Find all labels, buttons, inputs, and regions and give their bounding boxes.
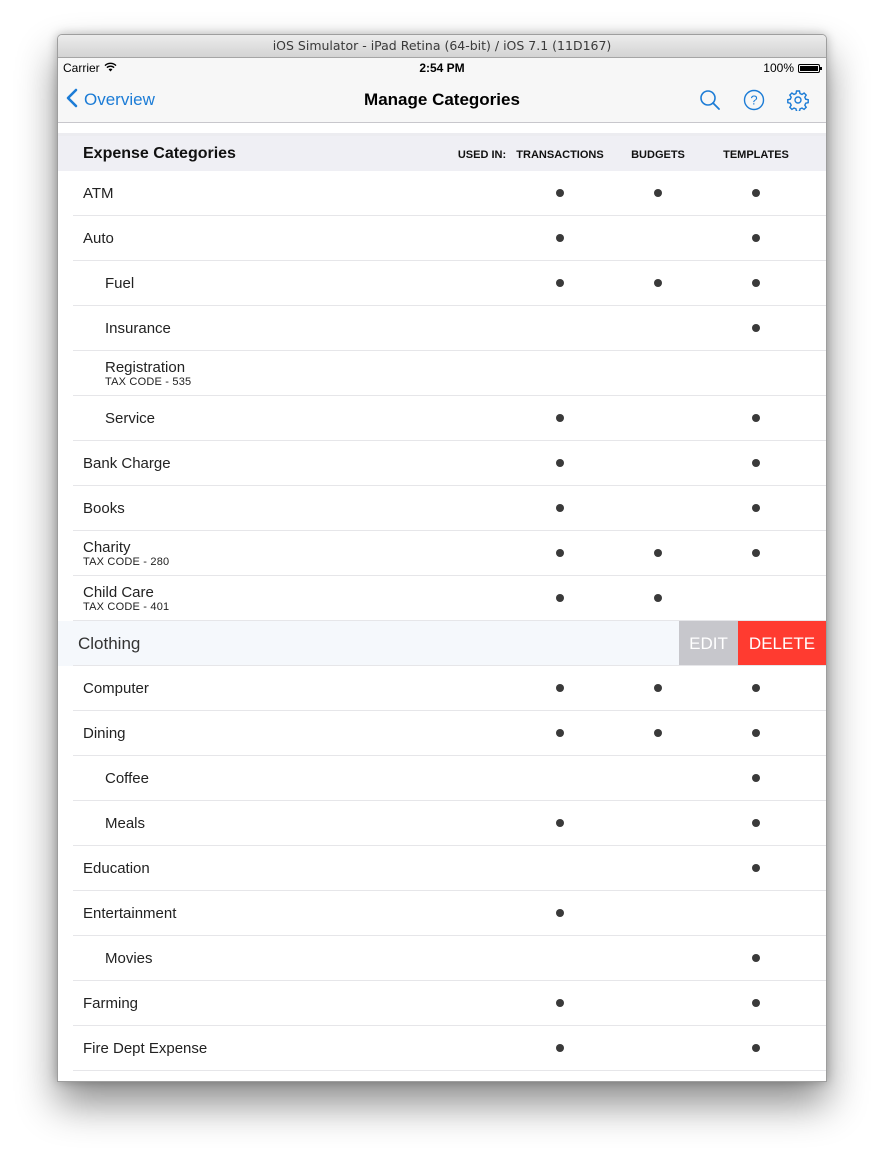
status-battery-group: [763, 58, 820, 78]
used-in-transactions-indicator: [556, 414, 564, 422]
used-in-transactions-indicator: [556, 459, 564, 467]
category-name: Charity: [83, 538, 131, 556]
back-button-label: Overview: [84, 90, 155, 109]
table-row[interactable]: [58, 1026, 826, 1071]
table-row[interactable]: [58, 216, 826, 261]
used-in-templates-indicator: [752, 504, 760, 512]
used-in-templates-indicator: [752, 999, 760, 1007]
row-label-group: [78, 621, 140, 666]
battery-label: 100%: [763, 61, 794, 75]
table-row[interactable]: [58, 441, 826, 486]
used-in-transactions-indicator: [556, 684, 564, 692]
used-in-transactions-indicator: [556, 189, 564, 197]
table-row[interactable]: [58, 351, 826, 396]
search-icon[interactable]: [698, 88, 722, 112]
page-title: Manage Categories: [364, 90, 520, 109]
row-label-group: [83, 576, 169, 621]
help-icon[interactable]: [742, 88, 766, 112]
used-in-transactions-indicator: [556, 279, 564, 287]
row-label-group: [83, 891, 176, 936]
used-in-templates-indicator: [752, 1044, 760, 1052]
category-name: Service: [105, 410, 156, 427]
column-header-budgets: BUDGETS: [631, 149, 685, 161]
row-label-group: [83, 531, 169, 576]
status-time: 2:54 PM: [419, 61, 465, 75]
category-name: ATM: [83, 185, 114, 202]
used-in-budgets-indicator: [654, 549, 662, 557]
nav-actions: [698, 78, 810, 122]
table-row[interactable]: [58, 306, 826, 351]
used-in-templates-indicator: [752, 459, 760, 467]
table-row[interactable]: [58, 576, 826, 621]
used-in-transactions-indicator: [556, 234, 564, 242]
category-name: Registration: [105, 358, 186, 376]
column-header-transactions: TRANSACTIONS: [516, 149, 604, 161]
used-in-transactions-indicator: [556, 729, 564, 737]
row-label-group: [105, 306, 171, 351]
edit-button[interactable]: EDIT: [679, 621, 738, 666]
row-label-group: [83, 441, 171, 486]
used-in-templates-indicator: [752, 864, 760, 872]
tax-code-label: TAX CODE - 280: [83, 555, 170, 568]
used-in-transactions-indicator: [556, 1044, 564, 1052]
used-in-templates-indicator: [752, 414, 760, 422]
battery-icon: [798, 64, 820, 73]
delete-button[interactable]: DELETE: [738, 621, 826, 666]
used-in-transactions-indicator: [556, 549, 564, 557]
table-row[interactable]: [58, 846, 826, 891]
category-name: Education: [83, 860, 150, 877]
row-label-group: [83, 216, 114, 261]
row-label-group: [83, 981, 138, 1026]
column-header-templates: TEMPLATES: [723, 149, 789, 161]
table-row[interactable]: [58, 711, 826, 756]
table-row[interactable]: [58, 936, 826, 981]
table-row[interactable]: [58, 261, 826, 306]
category-name: Auto: [83, 230, 114, 247]
category-name: Dining: [83, 725, 126, 742]
used-in-templates-indicator: [752, 279, 760, 287]
row-label-group: [83, 171, 114, 216]
row-label-group: [105, 261, 134, 306]
used-in-label: USED IN:: [457, 149, 507, 161]
used-in-templates-indicator: [752, 774, 760, 782]
table-row[interactable]: [58, 531, 826, 576]
table-row[interactable]: [58, 396, 826, 441]
tax-code-label: TAX CODE - 401: [83, 600, 170, 613]
category-name: Books: [83, 500, 125, 517]
used-in-budgets-indicator: [654, 279, 662, 287]
status-bar: [58, 58, 826, 78]
window-title: iOS Simulator - iPad Retina (64-bit) / iOS 7.1 (11D167): [58, 35, 826, 58]
category-name: Insurance: [105, 320, 171, 337]
gear-icon[interactable]: [786, 88, 810, 112]
category-name: Clothing: [78, 634, 141, 653]
category-name: Farming: [83, 995, 139, 1012]
row-label-group: [105, 801, 145, 846]
table-row[interactable]: [58, 171, 826, 216]
used-in-budgets-indicator: [654, 684, 662, 692]
table-row[interactable]: [58, 486, 826, 531]
used-in-budgets-indicator: [654, 594, 662, 602]
table-row[interactable]: [58, 891, 826, 936]
used-in-transactions-indicator: [556, 594, 564, 602]
svg-text:?: ?: [750, 92, 758, 108]
table-row[interactable]: [58, 621, 826, 666]
row-label-group: [83, 666, 149, 711]
category-name: Child Care: [83, 583, 154, 601]
row-label-group: [105, 351, 191, 396]
category-name: Coffee: [105, 770, 149, 787]
table-top-spacer: [58, 123, 826, 136]
used-in-transactions-indicator: [556, 819, 564, 827]
carrier-label: Carrier: [63, 61, 100, 75]
simulator-window: [57, 34, 827, 1082]
category-name: Computer: [83, 680, 149, 697]
used-in-transactions-indicator: [556, 504, 564, 512]
category-name: Movies: [105, 950, 153, 967]
section-header: [58, 136, 826, 171]
row-label-group: [105, 936, 153, 981]
category-name: Entertainment: [83, 905, 177, 922]
table-row[interactable]: [58, 666, 826, 711]
navigation-bar: [58, 78, 826, 123]
used-in-templates-indicator: [752, 819, 760, 827]
used-in-templates-indicator: [752, 189, 760, 197]
row-label-group: [83, 846, 150, 891]
used-in-templates-indicator: [752, 729, 760, 737]
table-row[interactable]: [58, 981, 826, 1026]
used-in-templates-indicator: [752, 234, 760, 242]
used-in-templates-indicator: [752, 324, 760, 332]
category-list: [58, 171, 826, 1071]
category-name: Meals: [105, 815, 146, 832]
category-name: Fuel: [105, 275, 135, 292]
used-in-templates-indicator: [752, 549, 760, 557]
row-label-group: [105, 756, 149, 801]
row-label-group: [83, 486, 125, 531]
tax-code-label: TAX CODE - 535: [105, 375, 192, 388]
row-label-group: [83, 711, 126, 756]
category-name: Bank Charge: [83, 455, 171, 472]
table-row[interactable]: [58, 801, 826, 846]
used-in-templates-indicator: [752, 954, 760, 962]
used-in-budgets-indicator: [654, 189, 662, 197]
used-in-transactions-indicator: [556, 909, 564, 917]
row-label-group: [105, 396, 155, 441]
row-label-group: [83, 1026, 207, 1071]
used-in-templates-indicator: [752, 684, 760, 692]
used-in-transactions-indicator: [556, 999, 564, 1007]
category-name: Fire Dept Expense: [83, 1040, 208, 1057]
section-title: Expense Categories: [83, 145, 236, 162]
table-row[interactable]: [58, 756, 826, 801]
used-in-budgets-indicator: [654, 729, 662, 737]
